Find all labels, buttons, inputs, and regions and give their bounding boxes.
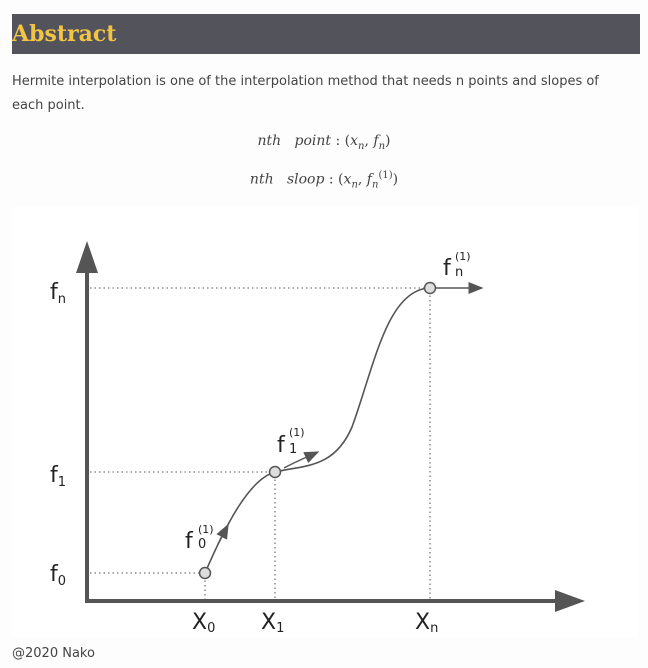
svg-text:(1): (1)	[289, 426, 305, 439]
slope-label-f1	[277, 426, 305, 458]
eq-slope-word2: sloop	[286, 171, 325, 188]
svg-text:(1): (1)	[455, 250, 471, 263]
eq-slope-word1: nth	[249, 171, 274, 188]
eq-slope-x-sub: n	[351, 179, 358, 191]
eq-point-f-sub: n	[378, 140, 386, 152]
x-label-x1: X1	[261, 610, 285, 636]
svg-text:1: 1	[289, 442, 298, 457]
y-label-f0: f0	[50, 562, 67, 589]
eq-point-x-sub: n	[358, 140, 365, 152]
equation-point: nth point : ($x_n$, $f_n$)	[257, 133, 391, 152]
eq-point-word1: nth	[257, 133, 282, 149]
slope-label-f0	[185, 523, 214, 554]
svg-text:f: f	[185, 529, 193, 554]
point-0	[200, 568, 211, 579]
slope-label-fn	[443, 250, 471, 281]
point-1	[270, 467, 281, 478]
section-title: Abstract	[12, 21, 117, 47]
eq-point-f: f	[373, 133, 379, 149]
y-label-fn: fn	[50, 280, 66, 307]
svg-text:f: f	[277, 433, 285, 458]
svg-text:n: n	[455, 265, 464, 280]
footer-credit: @2020 Nako	[12, 646, 95, 661]
eq-slope-f: f	[366, 171, 372, 188]
eq-slope-x: x	[343, 171, 352, 188]
y-label-f1: f1	[50, 463, 67, 490]
section-header	[12, 14, 640, 54]
eq-slope-f-sup: (1)	[378, 170, 393, 181]
x-label-xn: Xn	[415, 610, 439, 636]
svg-text:0: 0	[198, 537, 207, 552]
svg-text:f: f	[443, 256, 451, 281]
hermite-curve	[205, 288, 430, 573]
hermite-figure	[12, 207, 638, 637]
eq-slope-f-sub: n	[371, 179, 379, 191]
abstract-paragraph: Hermite interpolation is one of the interpolation method that needs n points and slopes of each point.	[12, 74, 599, 113]
tangent-arrow-f0	[218, 525, 228, 544]
x-axis-arrowhead	[555, 590, 585, 612]
svg-text:(1): (1)	[198, 523, 214, 536]
eq-point-word2: point	[294, 133, 332, 149]
y-axis-arrowhead	[76, 241, 98, 273]
x-label-x0: X0	[192, 610, 216, 636]
hermite-diagram	[12, 207, 638, 637]
eq-point-x: x	[350, 133, 359, 149]
point-n	[425, 283, 436, 294]
equation-slope: nth sloop : ($x_n$, $f_n^{(1)}$)	[249, 170, 399, 191]
